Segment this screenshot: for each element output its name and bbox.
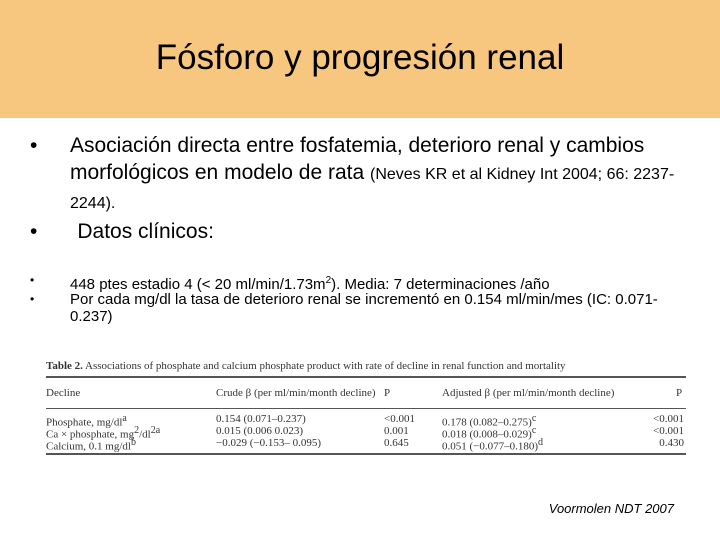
row-p-adjusted: <0.001 — [653, 413, 684, 425]
header-crude-beta: Crude β (per ml/min/month decline) — [216, 387, 376, 399]
row-crude: 0.154 (0.071–0.237) — [216, 413, 306, 425]
row-crude: 0.015 (0.006 0.023) — [216, 425, 304, 437]
table-caption-text: Associations of phosphate and calcium phosphate product with rate of decline in renal function and mortality — [85, 360, 566, 372]
subbullet-dot: • — [30, 273, 35, 287]
row-p: 0.001 — [384, 425, 409, 437]
bullet-dot: • — [30, 134, 38, 157]
bullet-dot: • — [30, 220, 38, 243]
row-p-adjusted: <0.001 — [653, 425, 684, 437]
subbullet-decline-rate-text: Por cada mg/dl la tasa de deterioro renal se incrementó en 0.154 ml/min/mes (IC: 0.071-0.237) — [70, 291, 658, 325]
subbullet-patients-text: 448 ptes estadio 4 (< 20 ml/min/1.73m — [70, 276, 326, 293]
row-adjusted: 0.018 (0.008–0.029) — [442, 428, 532, 441]
row-p: 0.645 — [384, 437, 409, 449]
slide-title: Fósforo y progresión renal — [155, 38, 565, 77]
row-label: Ca × phosphate, mg — [46, 428, 135, 441]
row-p: <0.001 — [384, 413, 415, 425]
results-table — [46, 360, 686, 455]
citation: Voormolen NDT 2007 — [548, 501, 674, 516]
bullet-association-reference: (Neves KR et al Kidney Int 2004; 66: 2237-2244). — [70, 166, 675, 212]
table-header-rule — [46, 408, 686, 409]
table-label: Table 2. — [46, 360, 83, 372]
table-header-row — [46, 384, 686, 402]
table-row: Phosphate, $mg/dl^a$ 0.154 (0.071–0.237) <0.001 0.178 $(0.082-0.275)^c$ <0.001 — [46, 413, 684, 429]
table-bottom-rule — [46, 453, 686, 455]
bullet-clinical-data-text: Datos clínicos: — [77, 220, 214, 243]
header-p-adjusted: P — [676, 387, 683, 399]
bullet-association — [30, 132, 690, 217]
row-p-adjusted: 0.430 — [659, 437, 684, 449]
row-adjusted: 0.178 (0.082–0.275) — [442, 416, 532, 429]
subbullet-dot: • — [30, 292, 35, 306]
subbullet-decline-rate — [30, 291, 680, 325]
subbullet-patients — [30, 272, 680, 293]
row-crude: −0.029 (−0.153– 0.095) — [216, 437, 321, 449]
row-label: Phosphate, mg/dl — [46, 416, 123, 429]
bullet-clinical-data — [30, 220, 214, 244]
table-row: Calcium, 0.1 $mg/dl^b$ −0.029 (−0.153– 0.095) 0.645 0.051 $(-0.077-0.180)^d$ 0.430 — [46, 437, 684, 453]
title-banner — [0, 0, 720, 118]
row-adjusted: 0.051 (−0.077–0.180) — [442, 440, 539, 453]
row-label: Calcium, 0.1 mg/dl — [46, 440, 131, 453]
table-top-rule — [46, 376, 686, 378]
superscript: 2 — [325, 275, 332, 286]
table-row: Ca × phosphate, $mg^2/dl^{2a}$ 0.015 (0.006 0.023) 0.001 0.018 $(0.008-0.029)^c$ <0.001 — [46, 425, 684, 441]
header-p: P — [384, 387, 391, 399]
bullet-association-text: Asociación directa entre fosfatemia, deterioro renal y cambios morfológicos en modelo de rata — [70, 134, 645, 184]
table-caption — [46, 360, 686, 372]
header-adjusted-beta: Adjusted β (per ml/min/month decline) — [442, 387, 615, 399]
subbullet-patients-tail: ). Media: 7 determinaciones /año — [331, 276, 550, 293]
header-decline: Decline — [46, 387, 81, 399]
